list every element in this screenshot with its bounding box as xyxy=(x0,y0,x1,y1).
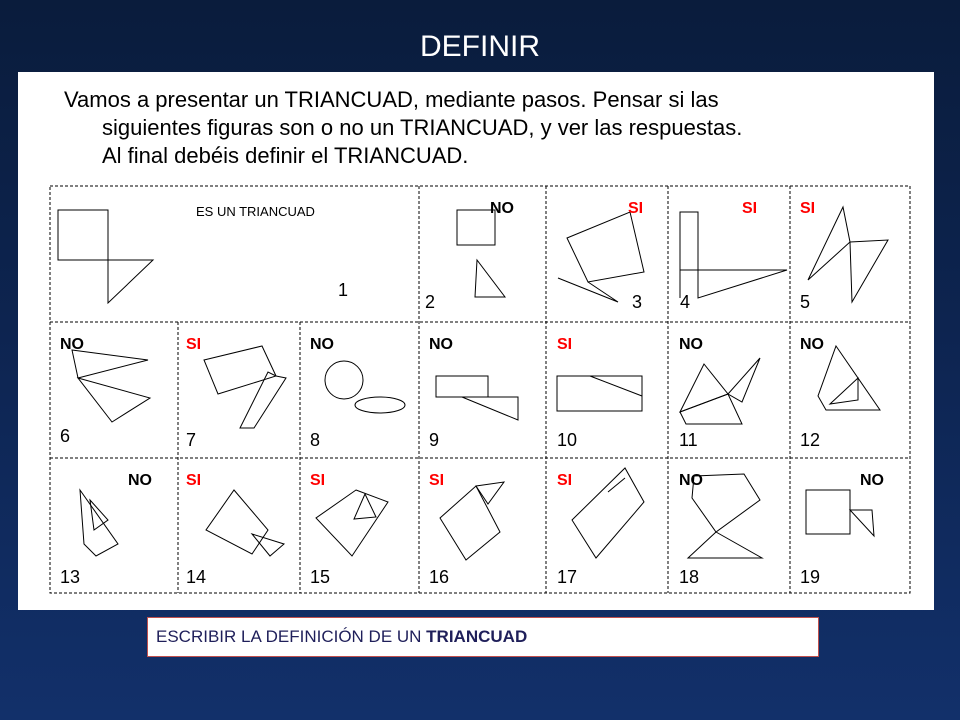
figure-16-shape xyxy=(440,482,504,560)
definition-prompt-box[interactable] xyxy=(147,617,819,657)
answer-label-8: NO xyxy=(310,336,334,353)
definition-term: TRIANCUAD xyxy=(426,627,528,646)
answer-label-9: NO xyxy=(429,336,453,353)
intro-line-3: Al final debéis definir el TRIANCUAD. xyxy=(102,143,469,168)
slide-title: DEFINIR xyxy=(420,30,540,63)
example-caption: ES UN TRIANCUAD xyxy=(196,204,315,219)
figure-number-9: 9 xyxy=(429,430,440,450)
figure-number-15: 15 xyxy=(310,567,331,587)
example-number: 1 xyxy=(338,280,349,300)
figure-number-16: 16 xyxy=(429,567,450,587)
figure-5-shape xyxy=(808,207,888,302)
figure-10-shape xyxy=(557,376,642,411)
answer-label-6: NO xyxy=(60,336,84,353)
intro-line-1: Vamos a presentar un TRIANCUAD, mediante pasos. Pensar si las xyxy=(64,87,719,112)
answer-label-12: NO xyxy=(800,336,824,353)
figure-13-shape xyxy=(80,490,118,556)
answer-label-2: NO xyxy=(490,200,514,217)
figure-6-shape xyxy=(72,350,150,422)
answer-label-10: SI xyxy=(557,336,573,353)
figure-12-shape xyxy=(818,346,880,410)
figure-1-shape xyxy=(58,210,153,303)
answer-label-18: NO xyxy=(679,472,703,489)
grid-lines xyxy=(50,186,910,593)
figure-number-8: 8 xyxy=(310,430,321,450)
figure-7-shape xyxy=(204,346,286,428)
answer-label-17: SI xyxy=(557,472,573,489)
figure-number-2: 2 xyxy=(425,292,436,312)
figure-number-3: 3 xyxy=(632,292,643,312)
figure-4-shape xyxy=(680,212,787,298)
figure-number-18: 18 xyxy=(679,567,700,587)
definition-prompt-text: ESCRIBIR LA DEFINICIÓN DE UN xyxy=(156,627,427,646)
answer-label-19: NO xyxy=(860,472,884,489)
answer-label-3: SI xyxy=(628,200,644,217)
figure-number-17: 17 xyxy=(557,567,578,587)
figure-17-shape xyxy=(572,468,644,558)
figure-19-shape xyxy=(806,490,874,536)
figure-number-19: 19 xyxy=(800,567,821,587)
answer-label-16: SI xyxy=(429,472,445,489)
figure-3-shape xyxy=(558,212,644,302)
figure-number-13: 13 xyxy=(60,567,81,587)
figure-number-6: 6 xyxy=(60,426,71,446)
figure-number-4: 4 xyxy=(680,292,691,312)
figure-8-shape xyxy=(325,361,405,413)
answer-label-13: NO xyxy=(128,472,152,489)
figure-11-shape xyxy=(680,358,760,424)
figure-15-shape xyxy=(316,490,388,556)
intro-line-2: siguientes figuras son o no un TRIANCUAD, y ver las respuestas. xyxy=(102,115,743,140)
figure-number-11: 11 xyxy=(679,430,698,450)
figure-number-7: 7 xyxy=(186,430,197,450)
answer-label-11: NO xyxy=(679,336,703,353)
figure-9-shape xyxy=(436,376,518,420)
answer-label-14: SI xyxy=(186,472,202,489)
figure-number-12: 12 xyxy=(800,430,821,450)
figure-2-shape xyxy=(457,210,505,297)
figure-number-10: 10 xyxy=(557,430,578,450)
answer-label-4: SI xyxy=(742,200,758,217)
figure-number-14: 14 xyxy=(186,567,207,587)
figure-14-shape xyxy=(206,490,284,556)
answer-label-15: SI xyxy=(310,472,326,489)
answer-label-7: SI xyxy=(186,336,202,353)
answer-label-5: SI xyxy=(800,200,816,217)
figure-number-5: 5 xyxy=(800,292,811,312)
